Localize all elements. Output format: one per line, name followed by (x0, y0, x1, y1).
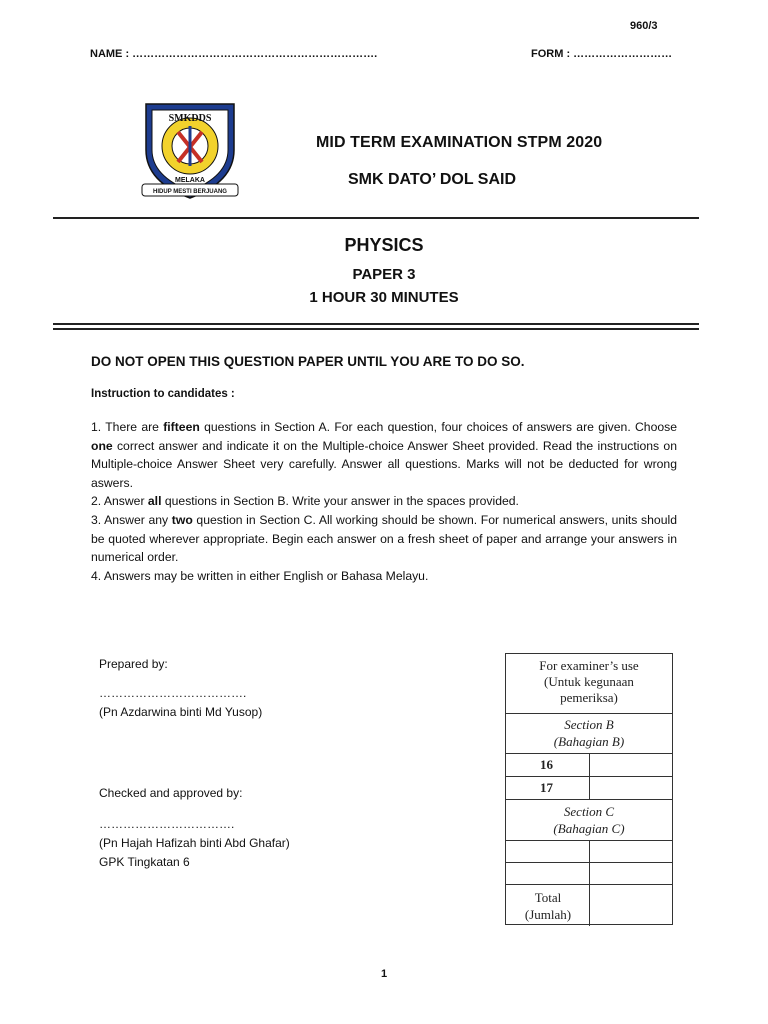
section-b-header: Section B (Bahagian B) (506, 714, 672, 754)
school-name: SMK DATO’ DOL SAID (348, 171, 517, 188)
total-label-ms: (Jumlah) (524, 907, 572, 922)
prepared-by-signature-line: ………………………………. (99, 686, 247, 700)
section-c-header: Section C (Bahagian C) (506, 800, 672, 841)
exam-title: MID TERM EXAMINATION STPM 2020 (316, 134, 603, 151)
examiner-table-header: For examiner’s use (Untuk kegunaan pemeriksa) (506, 654, 672, 714)
table-row-q17 (506, 777, 672, 800)
page-number: 1 (380, 968, 388, 980)
paper-number: PAPER 3 (352, 266, 416, 283)
table-row-total (506, 885, 672, 926)
instruction-1: 1. There are fifteen questions in Section A. For each question, four choices of answers are given. Choose one correct answer and indicate it on the Multiple-choice Answer Sheet provided. Read the instructions on Multiple-choice Answer Sheet very carefully. Answer all questions. Marks will not be deducted for wrong aswers. (91, 420, 677, 490)
question-16-label: 16 (540, 757, 553, 772)
warning-notice: DO NOT OPEN THIS QUESTION PAPER UNTIL YOU ARE TO DO SO. (91, 354, 525, 369)
checked-by-role: GPK Tingkatan 6 (99, 855, 190, 869)
instruction-2: 2. Answer all questions in Section B. Write your answer in the spaces provided. (91, 494, 519, 509)
exam-duration: 1 HOUR 30 MINUTES (309, 289, 459, 306)
logo-bottom-text: MELAKA (175, 177, 205, 184)
subject-title: PHYSICS (344, 235, 424, 255)
divider-double-upper (53, 323, 699, 325)
divider-double-lower (53, 328, 699, 330)
instruction-3: 3. Answer any two question in Section C. All working should be shown. For numerical answers, units should be quoted wherever appropriate. Begin each answer on a fresh sheet of paper and arrange your answers in numerical order. (91, 512, 677, 565)
table-row-q16 (506, 754, 672, 777)
checked-by-name: (Pn Hajah Hafizah binti Abd Ghafar) (99, 836, 290, 850)
logo-motto: HIDUP MESTI BERJUANG (153, 189, 227, 195)
total-label: Total (534, 890, 562, 905)
examiner-use-table (505, 653, 673, 925)
form-field: FORM : ……………………… (531, 48, 673, 60)
paper-code: 960/3 (630, 20, 658, 32)
logo-top-text: SMKDDS (168, 113, 212, 124)
instructions-heading: Instruction to candidates : (91, 388, 235, 400)
table-row-section-c-1 (506, 841, 672, 863)
divider-top (53, 217, 699, 219)
prepared-by-name: (Pn Azdarwina binti Md Yusop) (99, 705, 263, 719)
question-17-label: 17 (540, 780, 553, 795)
table-row-section-c-2 (506, 863, 672, 885)
checked-by-label: Checked and approved by: (99, 786, 243, 800)
instruction-4: 4. Answers may be written in either English or Bahasa Melayu. (91, 568, 429, 583)
checked-by-signature-line: ……………………………. (99, 817, 235, 831)
school-logo (138, 96, 242, 202)
name-field: NAME : …………………………………………………………. (90, 48, 378, 60)
instructions-list (91, 418, 677, 585)
prepared-by-label: Prepared by: (99, 657, 168, 671)
